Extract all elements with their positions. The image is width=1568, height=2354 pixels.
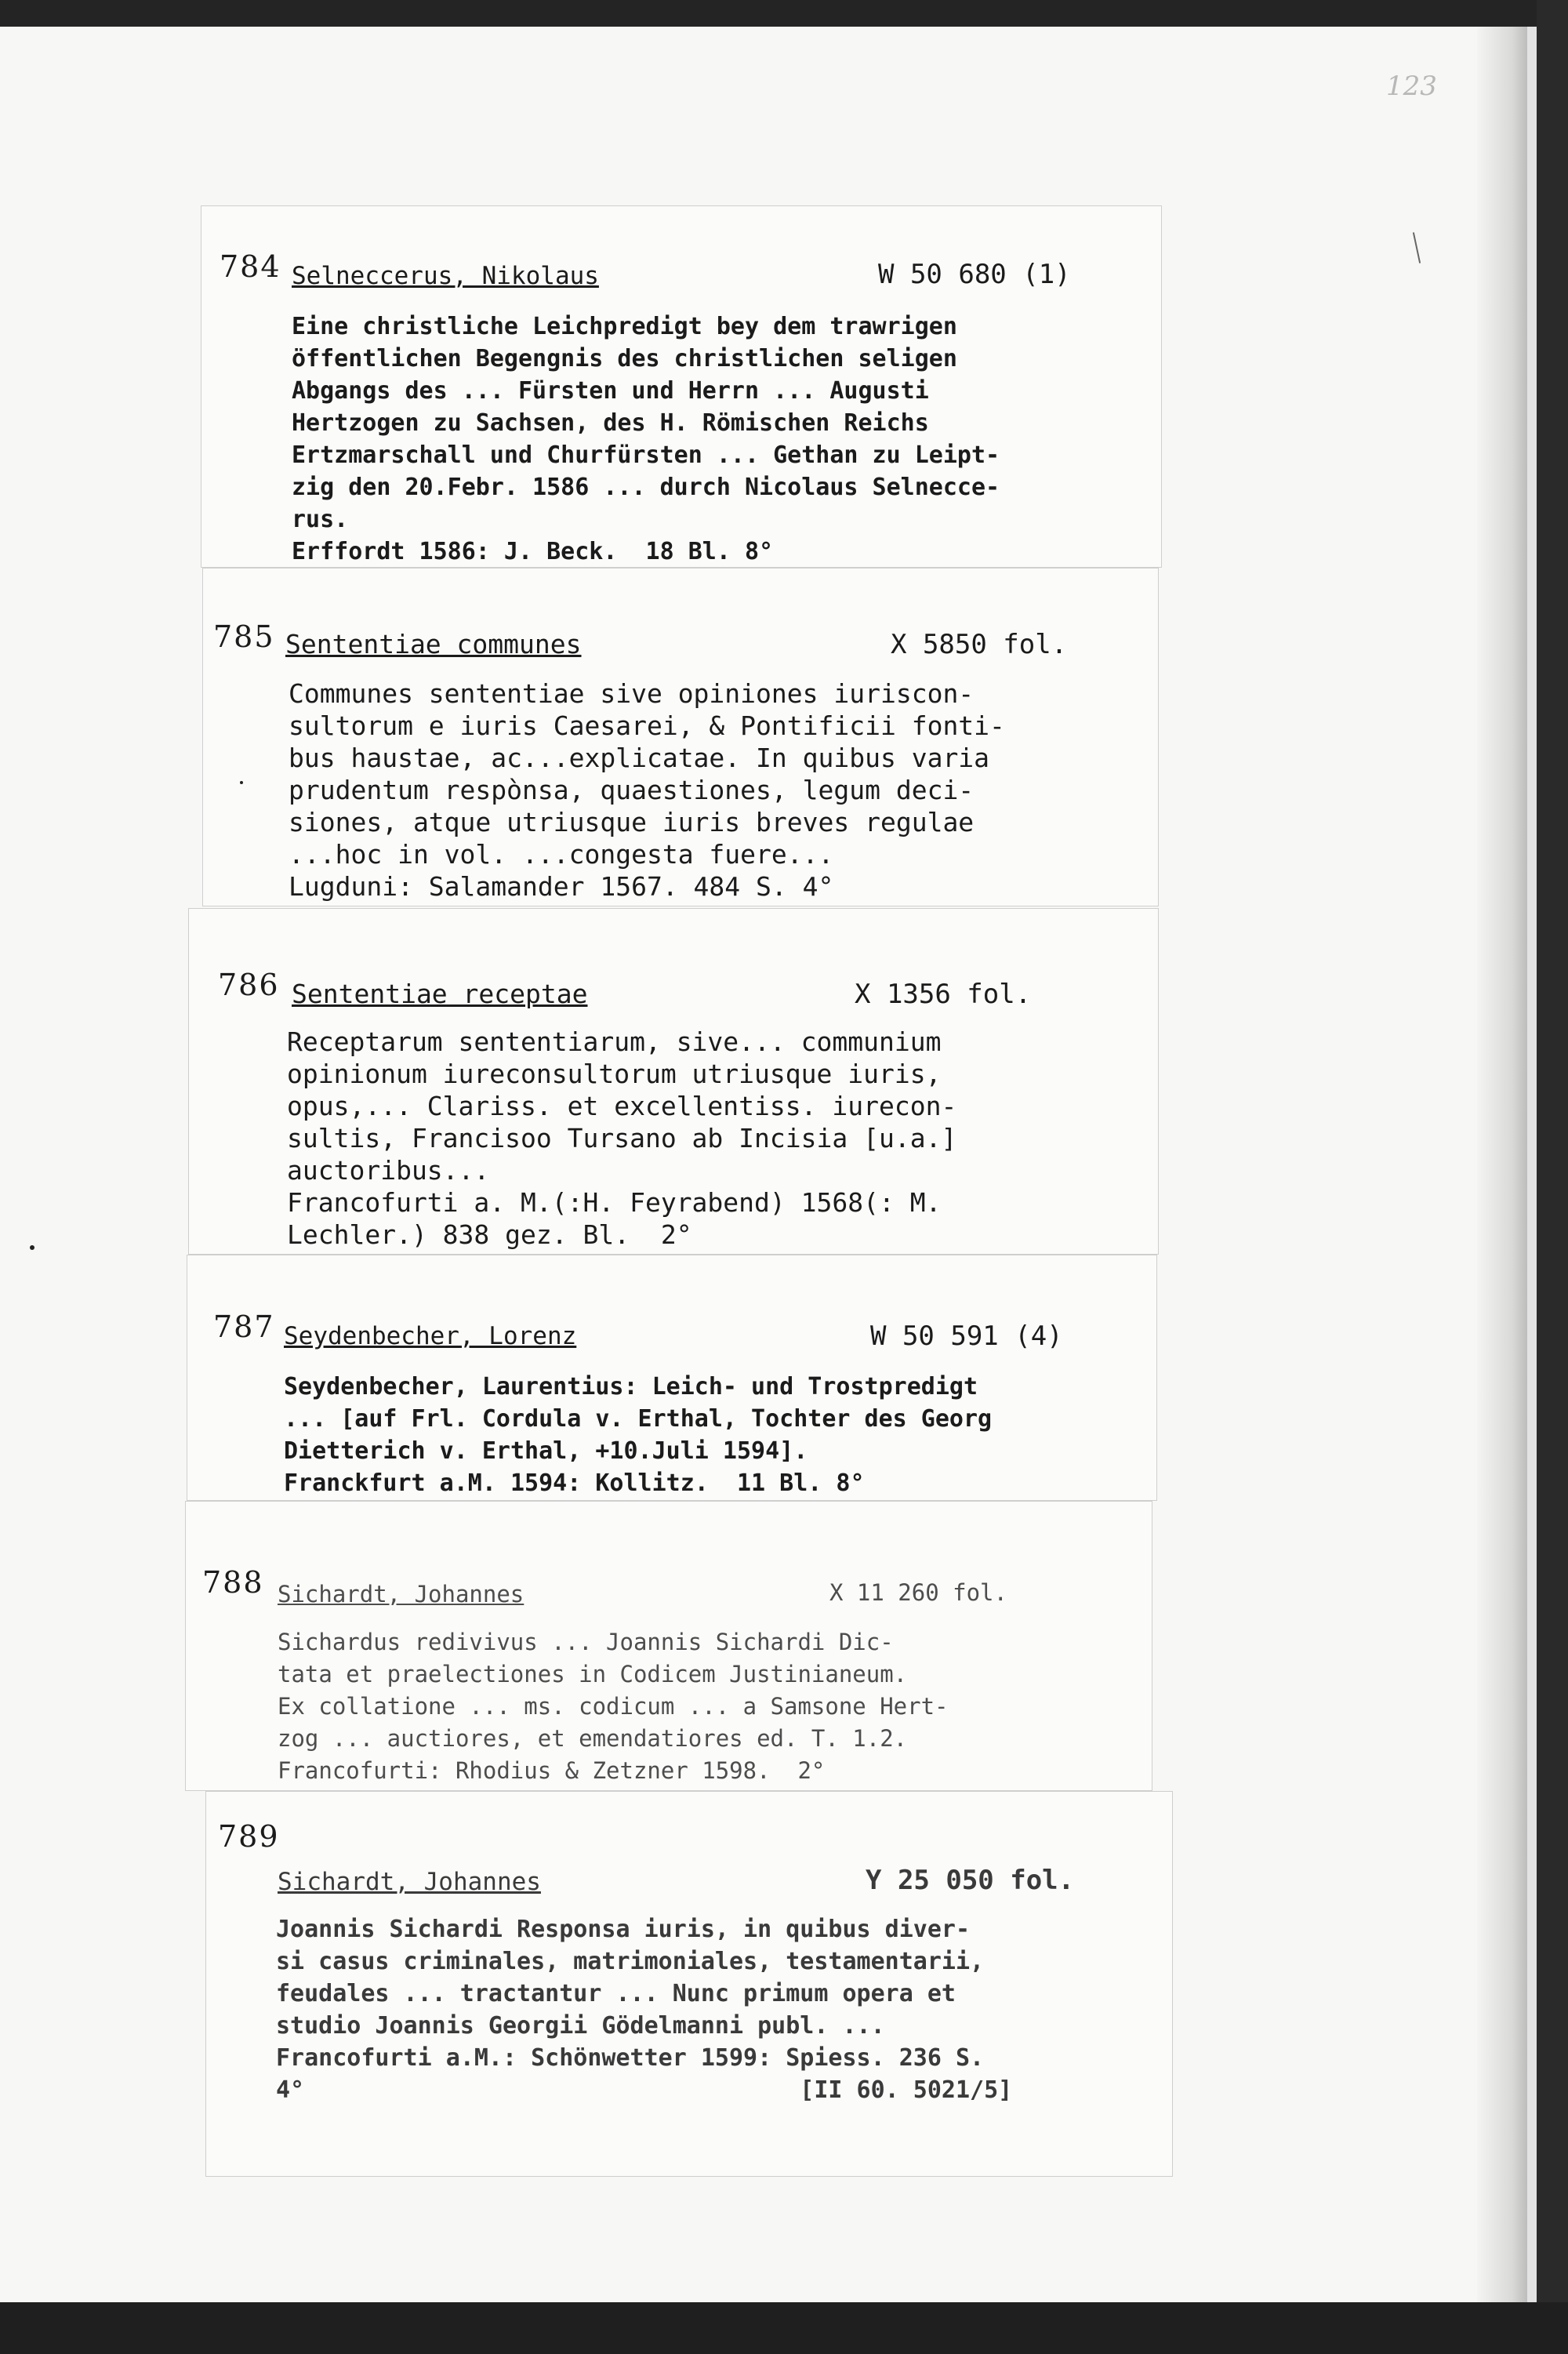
entry-number: 784 bbox=[220, 249, 281, 284]
entry-number: 785 bbox=[213, 619, 275, 654]
entry-line: prudentum respònsa, quaestiones, legum deci- bbox=[289, 775, 975, 805]
entry-heading: Sichardt, Johannes bbox=[278, 1868, 541, 1896]
entry-number: 788 bbox=[202, 1565, 264, 1600]
entry-line: opinionum iureconsultorum utriusque iuris, bbox=[287, 1059, 942, 1089]
entry-line: Seydenbecher, Laurentius: Leich- und Trostpredigt bbox=[284, 1373, 978, 1400]
shelf-signature: W 50 591 (4) bbox=[870, 1320, 1063, 1352]
imprint-line: Francofurti: Rhodius & Zetzner 1598. 2° bbox=[278, 1757, 826, 1784]
entry-heading: Selneccerus, Nikolaus bbox=[292, 262, 599, 290]
imprint-line: Franckfurt a.M. 1594: Kollitz. 11 Bl. 8° bbox=[284, 1469, 865, 1497]
entry-line: Receptarum sententiarum, sive... communium bbox=[287, 1026, 942, 1057]
entry-line: Communes sententiae sive opiniones iuriscon- bbox=[289, 678, 975, 709]
entry-line: opus,... Clariss. et excellentiss. iurecon- bbox=[287, 1091, 957, 1121]
entry-heading: Sententiae receptae bbox=[292, 979, 588, 1009]
entry-line: sultorum e iuris Caesarei, & Pontificii fonti- bbox=[289, 710, 1005, 741]
scan-speck bbox=[30, 1245, 34, 1250]
entry-heading: Seydenbecher, Lorenz bbox=[284, 1322, 577, 1350]
shelf-signature: X 11 260 fol. bbox=[829, 1579, 1007, 1606]
imprint-line: Francofurti a. M.(:H. Feyrabend) 1568(: M. bbox=[287, 1187, 942, 1218]
entry-line: rus. bbox=[292, 506, 349, 533]
entry-line: si casus criminales, matrimoniales, testamentarii, bbox=[276, 1948, 985, 1975]
entry-line: Joannis Sichardi Responsa iuris, in quibus diver- bbox=[276, 1916, 971, 1943]
entry-heading: Sententiae communes bbox=[285, 629, 582, 659]
entry-line: Hertzogen zu Sachsen, des H. Römischen Reichs bbox=[292, 409, 929, 437]
entry-line: ... [auf Frl. Cordula v. Erthal, Tochter des Georg bbox=[284, 1405, 993, 1433]
entry-line: Dietterich v. Erthal, +10.Juli 1594]. bbox=[284, 1437, 808, 1465]
entry-line: ...hoc in vol. ...congesta fuere... bbox=[289, 839, 834, 870]
entry-line: Sichardus redivivus ... Joannis Sichardi Dic- bbox=[278, 1629, 894, 1655]
shelf-signature: X 5850 fol. bbox=[891, 629, 1068, 660]
imprint-line: Francofurti a.M.: Schönwetter 1599: Spiess. 236 S. bbox=[276, 2044, 985, 2072]
imprint-line: 4° [II 60. 5021/5] bbox=[276, 2076, 1013, 2104]
page-edge-shadow bbox=[1477, 27, 1527, 2302]
entry-line: zig den 20.Febr. 1586 ... durch Nicolaus Selnecce- bbox=[292, 474, 1000, 501]
imprint-line: Lugduni: Salamander 1567. 484 S. 4° bbox=[289, 871, 834, 902]
scan-border-top bbox=[0, 0, 1568, 27]
page-number-mark: 123 bbox=[1386, 71, 1437, 102]
shelf-signature: Y 25 050 fol. bbox=[866, 1865, 1075, 1896]
entry-line: Ertzmarschall und Churfürsten ... Gethan zu Leipt- bbox=[292, 441, 1000, 469]
entry-line: tata et praelectiones in Codicem Justinianeum. bbox=[278, 1661, 908, 1687]
imprint-line: Lechler.) 838 gez. Bl. 2° bbox=[287, 1219, 692, 1250]
entry-line: Ex collatione ... ms. codicum ... a Samsone Hert- bbox=[278, 1693, 949, 1720]
entry-line: feudales ... tractantur ... Nunc primum opera et bbox=[276, 1980, 956, 2007]
shelf-signature: W 50 680 (1) bbox=[878, 259, 1071, 290]
entry-heading: Sichardt, Johannes bbox=[278, 1581, 524, 1607]
scan-border-bottom bbox=[0, 2302, 1568, 2354]
entry-number: 787 bbox=[213, 1310, 275, 1344]
entry-number: 789 bbox=[218, 1819, 280, 1854]
imprint-line: Erffordt 1586: J. Beck. 18 Bl. 8° bbox=[292, 538, 774, 565]
entry-line: siones, atque utriusque iuris breves regulae bbox=[289, 807, 975, 837]
entry-line: Abgangs des ... Fürsten und Herrn ... Augusti bbox=[292, 377, 929, 405]
entry-line: auctoribus... bbox=[287, 1155, 490, 1186]
scan-border-right bbox=[1537, 0, 1568, 2354]
entry-line: bus haustae, ac...explicatae. In quibus varia bbox=[289, 743, 990, 773]
shelf-signature: X 1356 fol. bbox=[855, 979, 1032, 1010]
entry-line: zog ... auctiores, et emendatiores ed. T. 1.2. bbox=[278, 1725, 908, 1752]
scan-speck bbox=[240, 781, 243, 784]
entry-line: öffentlichen Begengnis des christlichen seligen bbox=[292, 345, 957, 372]
entry-line: Eine christliche Leichpredigt bey dem trawrigen bbox=[292, 313, 957, 340]
entry-number: 786 bbox=[218, 968, 280, 1002]
entry-line: sultis, Francisoo Tursano ab Incisia [u.a.] bbox=[287, 1123, 957, 1153]
entry-line: studio Joannis Georgii Gödelmanni publ. ... bbox=[276, 2012, 885, 2040]
